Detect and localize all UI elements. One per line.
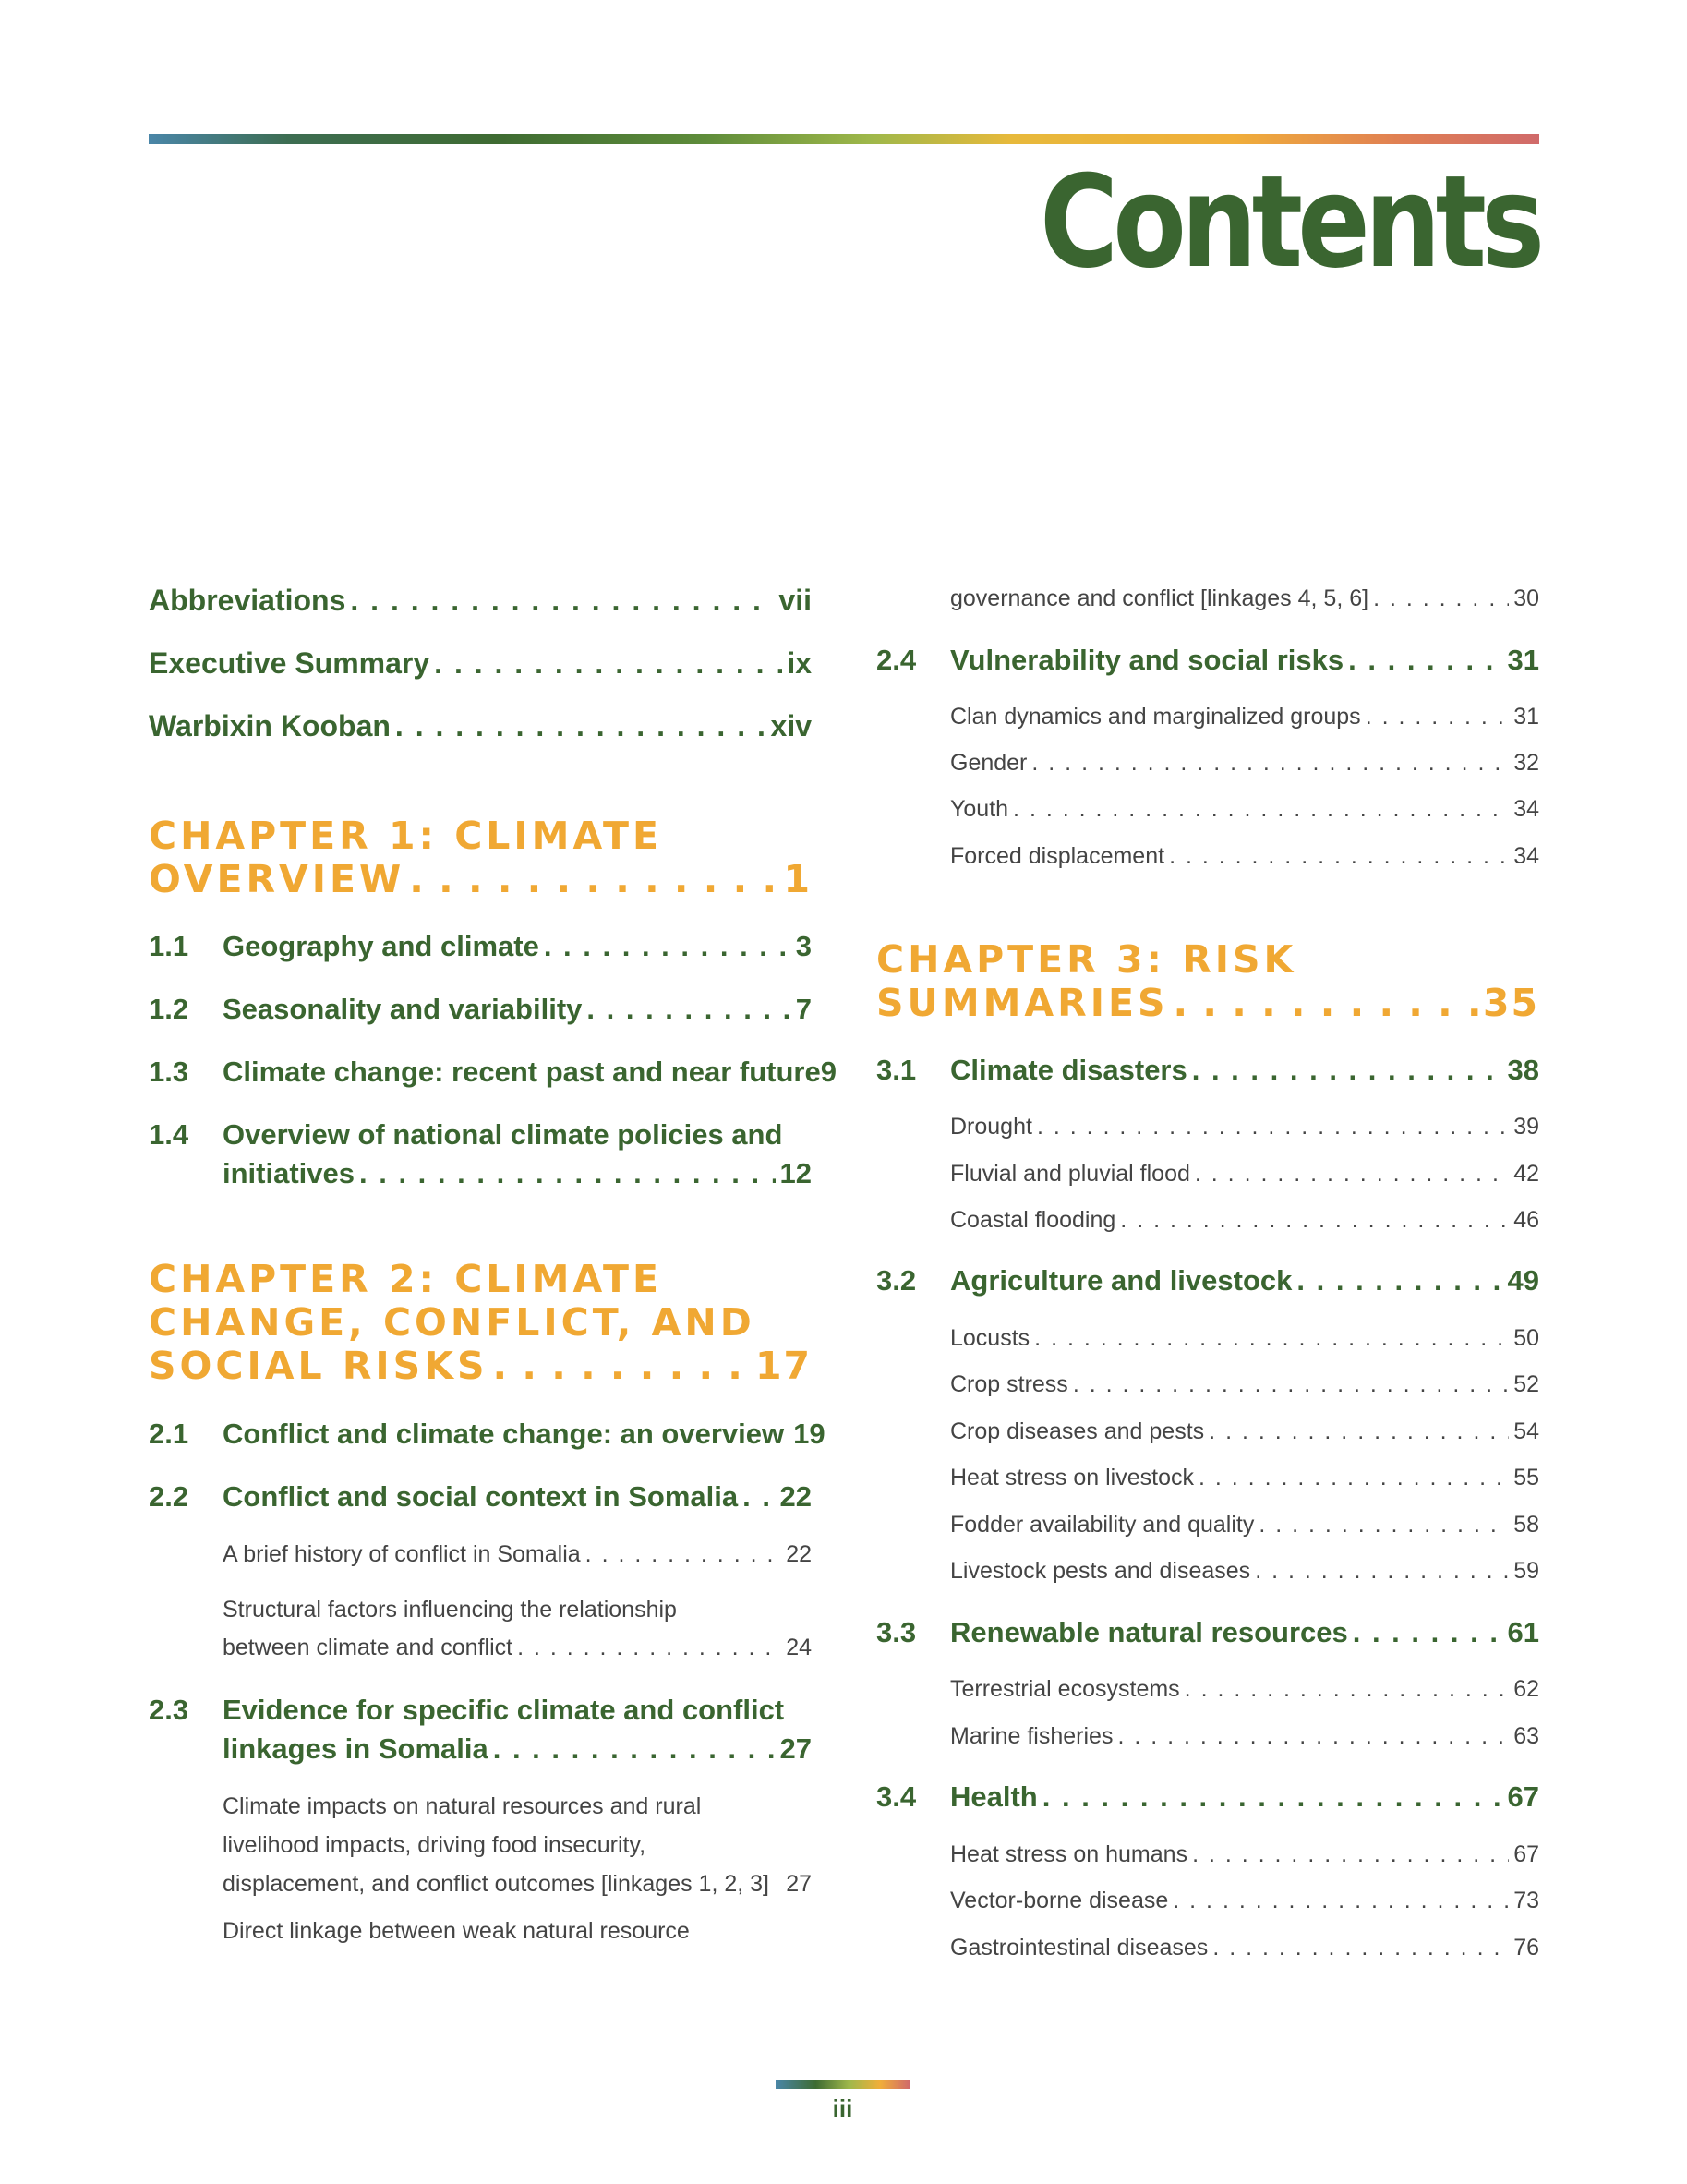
header-gradient-bar — [149, 134, 1539, 144]
page-number: iii — [832, 2094, 853, 2122]
toc-subsection-livestock-pests[interactable]: Livestock pests and diseases . . . 59 — [876, 1558, 1539, 1585]
toc-subsection-locusts[interactable]: Locusts . . . 50 — [876, 1325, 1539, 1352]
chapter-3-heading[interactable]: SUMMARIES . . 35 — [876, 982, 1539, 1025]
toc-section-3-3[interactable]: 3.3 Renewable natural resources . . . 61 — [876, 1616, 1539, 1649]
toc-subsection-direct-linkage[interactable]: governance and conflict [linkages 4, 5, 6] . . . 30 — [876, 585, 1539, 612]
toc-section-1-4[interactable]: 1.4 Overview of national climate policies and — [149, 1118, 783, 1151]
toc-subsection-gastrointestinal[interactable]: Gastrointestinal diseases . . . 76 — [876, 1935, 1539, 1961]
chapter-2-heading-line2[interactable]: CHANGE, CONFLICT, AND — [149, 1300, 755, 1345]
toc-entry-abbreviations[interactable]: Abbreviations . . . vii — [149, 584, 812, 618]
toc-subsection-marine-fisheries[interactable]: Marine fisheries . . . 63 — [876, 1723, 1539, 1750]
toc-subsection-structural-factors-line1[interactable]: Structural factors influencing the relationship — [223, 1597, 677, 1623]
toc-subsection-crop-stress[interactable]: Crop stress . . . 52 — [876, 1371, 1539, 1398]
toc-section-2-2[interactable]: 2.2 Conflict and social context in Somalia . . . 22 — [149, 1480, 812, 1514]
toc-section-2-1[interactable]: 2.1 Conflict and climate change: an overview 19 — [149, 1418, 825, 1450]
toc-section-3-2[interactable]: 3.2 Agriculture and livestock . . . 49 — [876, 1264, 1539, 1297]
toc-section-3-4[interactable]: 3.4 Health . . . 67 — [876, 1780, 1539, 1814]
toc-subsection-structural-factors[interactable]: between climate and conflict . . . 24 — [149, 1635, 812, 1661]
toc-subsection-clan-dynamics[interactable]: Clan dynamics and marginalized groups . . . 31 — [876, 704, 1539, 730]
toc-section-1-3[interactable]: 1.3 Climate change: recent past and near future 9 — [149, 1056, 837, 1088]
toc-entry-executive-summary[interactable]: Executive Summary . . . ix — [149, 646, 812, 681]
toc-section-2-3[interactable]: 2.3 Evidence for specific climate and conflict — [149, 1694, 785, 1726]
toc-section-1-1[interactable]: 1.1 Geography and climate . . . 3 — [149, 930, 812, 963]
toc-subsection-drought[interactable]: Drought . . . 39 — [876, 1114, 1539, 1140]
toc-entry-warbixin-kooban[interactable]: Warbixin Kooban . . . xiv — [149, 709, 812, 743]
toc-subsection-gender[interactable]: Gender . . . 32 — [876, 750, 1539, 777]
toc-subsection-climate-impacts[interactable]: displacement, and conflict outcomes [linkages 1, 2, 3] 27 — [223, 1871, 812, 1897]
toc-section-3-1[interactable]: 3.1 Climate disasters . . . 38 — [876, 1054, 1539, 1087]
chapter-1-heading[interactable]: OVERVIEW . . 1 — [149, 858, 812, 901]
toc-subsection-terrestrial[interactable]: Terrestrial ecosystems . . . 62 — [876, 1676, 1539, 1703]
toc-subsection-heat-stress-livestock[interactable]: Heat stress on livestock . . . 55 — [876, 1465, 1539, 1491]
toc-subsection-crop-diseases[interactable]: Crop diseases and pests . . . 54 — [876, 1418, 1539, 1445]
toc-subsection-heat-stress-humans[interactable]: Heat stress on humans . . . 67 — [876, 1841, 1539, 1868]
toc-subsection-vector-borne[interactable]: Vector-borne disease . . . 73 — [876, 1888, 1539, 1914]
toc-section-2-3-cont[interactable]: linkages in Somalia . . . 27 — [149, 1732, 812, 1766]
toc-subsection-direct-linkage-line1[interactable]: Direct linkage between weak natural resource — [223, 1918, 690, 1944]
toc-subsection-forced-displacement[interactable]: Forced displacement . . . 34 — [876, 843, 1539, 870]
chapter-1-heading-line1[interactable]: CHAPTER 1: CLIMATE — [149, 814, 662, 858]
footer-gradient-bar — [776, 2080, 910, 2089]
chapter-3-heading-line1[interactable]: CHAPTER 3: RISK — [876, 937, 1297, 982]
chapter-2-heading-line1[interactable]: CHAPTER 2: CLIMATE — [149, 1257, 662, 1301]
toc-subsection-climate-impacts-line2[interactable]: livelihood impacts, driving food insecurity, — [223, 1832, 646, 1858]
toc-subsection-brief-history[interactable]: A brief history of conflict in Somalia . . . 22 — [149, 1541, 812, 1568]
toc-section-1-4-cont[interactable]: initiatives . . . 12 — [149, 1157, 812, 1190]
toc-subsection-fluvial-flood[interactable]: Fluvial and pluvial flood . . . 42 — [876, 1161, 1539, 1188]
toc-subsection-youth[interactable]: Youth . . . 34 — [876, 796, 1539, 823]
toc-section-1-2[interactable]: 1.2 Seasonality and variability . . . 7 — [149, 993, 812, 1026]
toc-subsection-coastal-flooding[interactable]: Coastal flooding . . . 46 — [876, 1207, 1539, 1234]
chapter-2-heading[interactable]: SOCIAL RISKS . . 17 — [149, 1345, 812, 1388]
toc-subsection-fodder[interactable]: Fodder availability and quality . . . 58 — [876, 1512, 1539, 1538]
toc-section-2-4[interactable]: 2.4 Vulnerability and social risks . . . 31 — [876, 644, 1539, 677]
page-title: Contents — [1039, 148, 1539, 296]
toc-subsection-climate-impacts-line1[interactable]: Climate impacts on natural resources and rural — [223, 1793, 702, 1819]
